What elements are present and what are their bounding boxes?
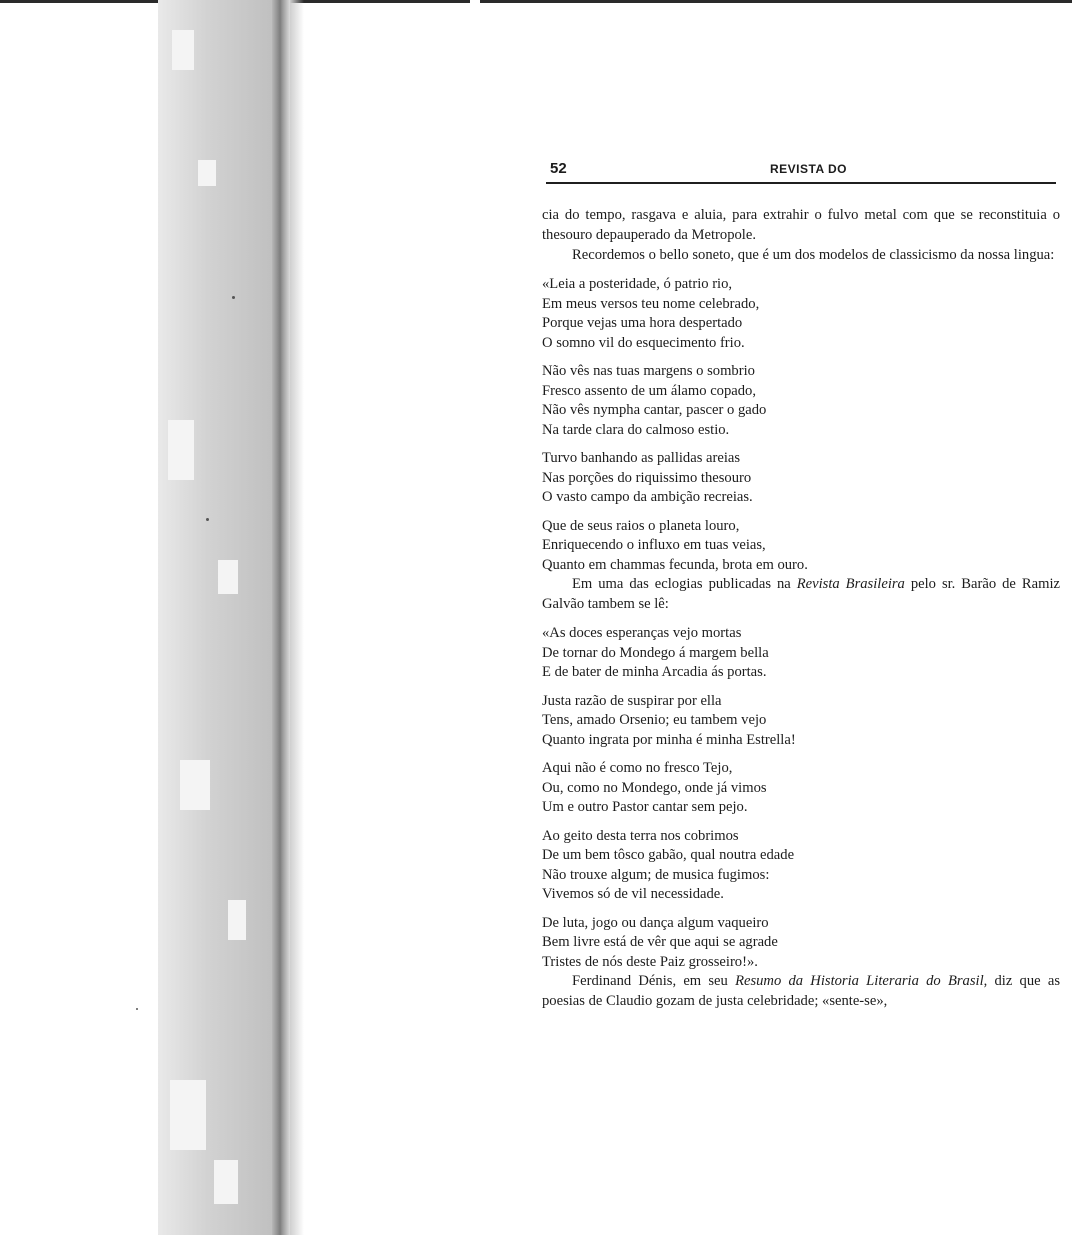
- gutter-blemish: [214, 1160, 238, 1204]
- dust-speck: [232, 296, 235, 299]
- verse-line: Ou, como no Mondego, onde já vimos: [542, 779, 767, 796]
- verse-line: Porque vejas uma hora despertado: [542, 315, 743, 331]
- eclogue-stanza: [542, 758, 1060, 817]
- gutter-blemish: [170, 1080, 206, 1150]
- page-header: [548, 160, 1054, 180]
- verse-line: «As doces esperanças vejo mortas: [542, 625, 742, 641]
- verse-line: Aqui não é como no fresco Tejo,: [542, 760, 733, 776]
- verse-line: De luta, jogo ou dança algum vaqueiro: [542, 914, 769, 931]
- verse-line: Ao geito desta terra nos cobrimos: [542, 827, 739, 844]
- gutter-blemish: [172, 30, 194, 70]
- page-top-edge-gap: [470, 0, 480, 3]
- verse-line: Fresco assento de um álamo copado,: [542, 382, 756, 399]
- dust-speck: [136, 1008, 138, 1010]
- eclogue-intro-text: Em uma das eclogias publicadas na: [572, 576, 797, 592]
- verse-line: Não vês nas tuas margens o sombrio: [542, 363, 755, 379]
- verse-line: «Leia a posteridade, ó patrio rio,: [542, 276, 733, 292]
- verse-line: De um bem tôsco gabão, qual noutra edade: [542, 847, 795, 863]
- page-body: [542, 205, 1060, 1011]
- book-spine-shadow: [272, 0, 290, 1235]
- verse-line: Vivemos só de vil necessidade.: [542, 886, 724, 902]
- eclogue-stanza: [542, 691, 1060, 750]
- recall-paragraph: Recordemos o bello soneto, que é um dos modelos de classicismo da nossa lingua:: [572, 247, 1055, 263]
- verse-line: Bem livre está de vêr que aqui se agrade: [542, 934, 778, 950]
- page-number: 52: [550, 160, 567, 177]
- verse-line: E de bater de minha Arcadia ás portas.: [542, 664, 767, 680]
- sonnet-stanza: [542, 516, 1060, 575]
- dust-speck: [206, 518, 209, 521]
- verse-line: Quanto em chammas fecunda, brota em ouro.: [542, 556, 808, 573]
- running-title: REVISTA DO: [770, 162, 848, 176]
- verse-line: Não trouxe algum; de musica fugimos:: [542, 866, 770, 883]
- verse-line: Nas porções do riquissimo thesouro: [542, 469, 752, 486]
- intro-paragraph: cia do tempo, rasgava e aluia, para extrahir o fulvo metal com que se reconstituia o thesouro depauperado da Metropole.: [542, 207, 1060, 243]
- verse-line: Que de seus raios o planeta louro,: [542, 517, 740, 534]
- gutter-blemish: [228, 900, 246, 940]
- verse-line: De tornar do Mondego á margem bella: [542, 644, 769, 661]
- gutter-blemish: [168, 420, 194, 480]
- page-fold-shadow: [290, 0, 304, 1235]
- eclogue-stanza: [542, 913, 1060, 972]
- verse-line: Enriquecendo o influxo em tuas veias,: [542, 537, 766, 553]
- header-rule: [546, 182, 1056, 184]
- verse-line: Tens, amado Orsenio; eu tambem vejo: [542, 712, 767, 728]
- verse-line: O somno vil do esquecimento frio.: [542, 334, 745, 351]
- verse-line: O vasto campo da ambição recreias.: [542, 489, 753, 505]
- journal-title: Revista Brasileira: [796, 576, 905, 592]
- book-title: Resumo da Historia Literaria do Brasil: [735, 973, 984, 989]
- verse-line: Turvo banhando as pallidas areias: [542, 450, 741, 466]
- closing-paragraph: [542, 971, 1060, 1011]
- gutter-blemish: [180, 760, 210, 810]
- verse-line: Em meus versos teu nome celebrado,: [542, 295, 760, 312]
- gutter-blemish: [218, 560, 238, 594]
- closing-text: Ferdinand Dénis, em seu: [572, 973, 736, 989]
- verse-line: Justa razão de suspirar por ella: [542, 692, 722, 709]
- sonnet-stanza: [542, 448, 1060, 507]
- eclogue: [542, 623, 1060, 971]
- sonnet-stanza: [542, 361, 1060, 439]
- eclogue-stanza: [542, 826, 1060, 904]
- verse-line: Quanto ingrata por minha é minha Estrella!: [542, 731, 796, 748]
- verse-line: Um e outro Pastor cantar sem pejo.: [542, 799, 748, 815]
- gutter-blemish: [198, 160, 216, 186]
- eclogue-stanza: [542, 623, 1060, 682]
- sonnet-stanza: [542, 274, 1060, 352]
- eclogue-intro-text-end: pelo sr. Barão de Ramiz Galvão tambem se lê:: [542, 576, 1060, 612]
- closing-text-end: , diz que as poesias de Claudio gozam de justa celebridade; «sente-se»,: [542, 973, 1061, 1009]
- eclogue-intro-paragraph: [542, 574, 1060, 614]
- verse-line: Na tarde clara do calmoso estio.: [542, 421, 730, 438]
- sonnet: [542, 274, 1060, 574]
- book-gutter: [158, 0, 282, 1235]
- verse-line: Não vês nympha cantar, pascer o gado: [542, 402, 767, 418]
- verse-line: Tristes de nós deste Paiz grosseiro!».: [542, 953, 758, 970]
